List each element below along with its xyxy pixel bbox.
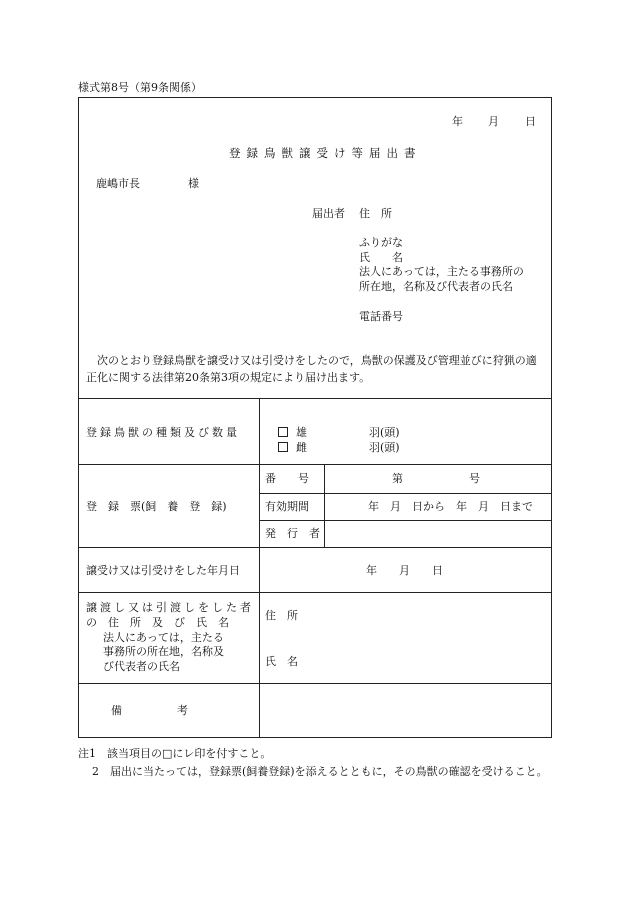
row2-bottom-border: [78, 547, 552, 548]
remarks-label: 備 考: [111, 704, 188, 717]
table-label-divider: [259, 398, 260, 738]
transferor-label-1: 譲渡し又は引渡しをした者: [86, 601, 254, 614]
row4-bottom-border: [78, 683, 552, 684]
issuer-label: 発 行 者: [265, 527, 320, 540]
applicant-furigana-label: ふりがな: [359, 236, 403, 249]
transfer-date-label: 譲受け又は引受けをした年月日: [86, 564, 240, 577]
applicant-corp-note-2: 所在地，名称及び代表者の氏名: [359, 280, 513, 293]
form-title: 登録鳥獣譲受け等届出書: [229, 146, 422, 160]
validity-value: 年 月 日から 年 月 日まで: [368, 500, 533, 513]
female-option: [278, 442, 307, 453]
applicant-corp-note-1: 法人にあっては，主たる事務所の: [359, 265, 524, 278]
female-checkbox[interactable]: [278, 442, 288, 452]
male-option: [278, 427, 307, 438]
transferor-sub-3: び代表者の氏名: [103, 660, 180, 673]
row3-bottom-border: [78, 592, 552, 593]
addressee-name: 鹿嶋市長: [96, 177, 140, 190]
applicant-name-label: 氏 名: [359, 251, 403, 264]
row2-sub-border-2: [259, 520, 552, 521]
registration-label: 登 録 票(飼 養 登 録): [86, 500, 227, 513]
table-top-border: [78, 398, 552, 399]
row2-sublabel-divider: [324, 464, 325, 547]
note-2: 2 届出に当たっては，登録票(飼養登録)を添えるとともに，その鳥獣の確認を受けること。: [92, 765, 548, 778]
transferor-name-label: 氏 名: [265, 655, 298, 668]
date-month: 月: [488, 115, 499, 128]
statement-text: 次のとおり登録鳥獣を譲受け又は引受けをしたので，鳥獣の保護及び管理並びに狩猟の適正化に関する法律第20条第3項の規定により届け出ます。: [86, 354, 537, 384]
row2-sub-border-1: [259, 493, 552, 494]
species-quantity-label: 登録鳥獣の種類及び数量: [86, 426, 240, 439]
transferor-address-label: 住 所: [265, 609, 298, 622]
applicant-phone-label: 電話番号: [359, 310, 403, 323]
transferor-sub-1: 法人にあっては，主たる: [103, 631, 224, 644]
row1-bottom-border: [78, 464, 552, 465]
male-label: 雄: [296, 426, 307, 439]
number-label: 番 号: [265, 472, 309, 485]
form-number: 様式第8号（第9条関係）: [78, 81, 202, 94]
applicant-label: 届出者: [312, 207, 345, 220]
validity-label: 有効期間: [265, 500, 309, 513]
date-day: 日: [525, 115, 536, 128]
transfer-date-value: 年 月 日: [366, 564, 443, 577]
female-unit: 羽(頭): [369, 441, 400, 454]
number-value: 第 号: [392, 472, 480, 485]
male-unit: 羽(頭): [369, 426, 400, 439]
female-label: 雌: [296, 441, 307, 454]
male-checkbox[interactable]: [278, 427, 288, 437]
date-year: 年: [452, 115, 463, 128]
applicant-address-label: 住 所: [359, 207, 392, 220]
transferor-label-2: の 住 所 及 び 氏 名: [86, 616, 229, 629]
note-1: 注1 該当項目の□にレ印を付すこと。: [78, 747, 272, 760]
addressee-honorific: 様: [188, 177, 199, 190]
transferor-sub-2: 事務所の所在地，名称及: [103, 645, 224, 658]
